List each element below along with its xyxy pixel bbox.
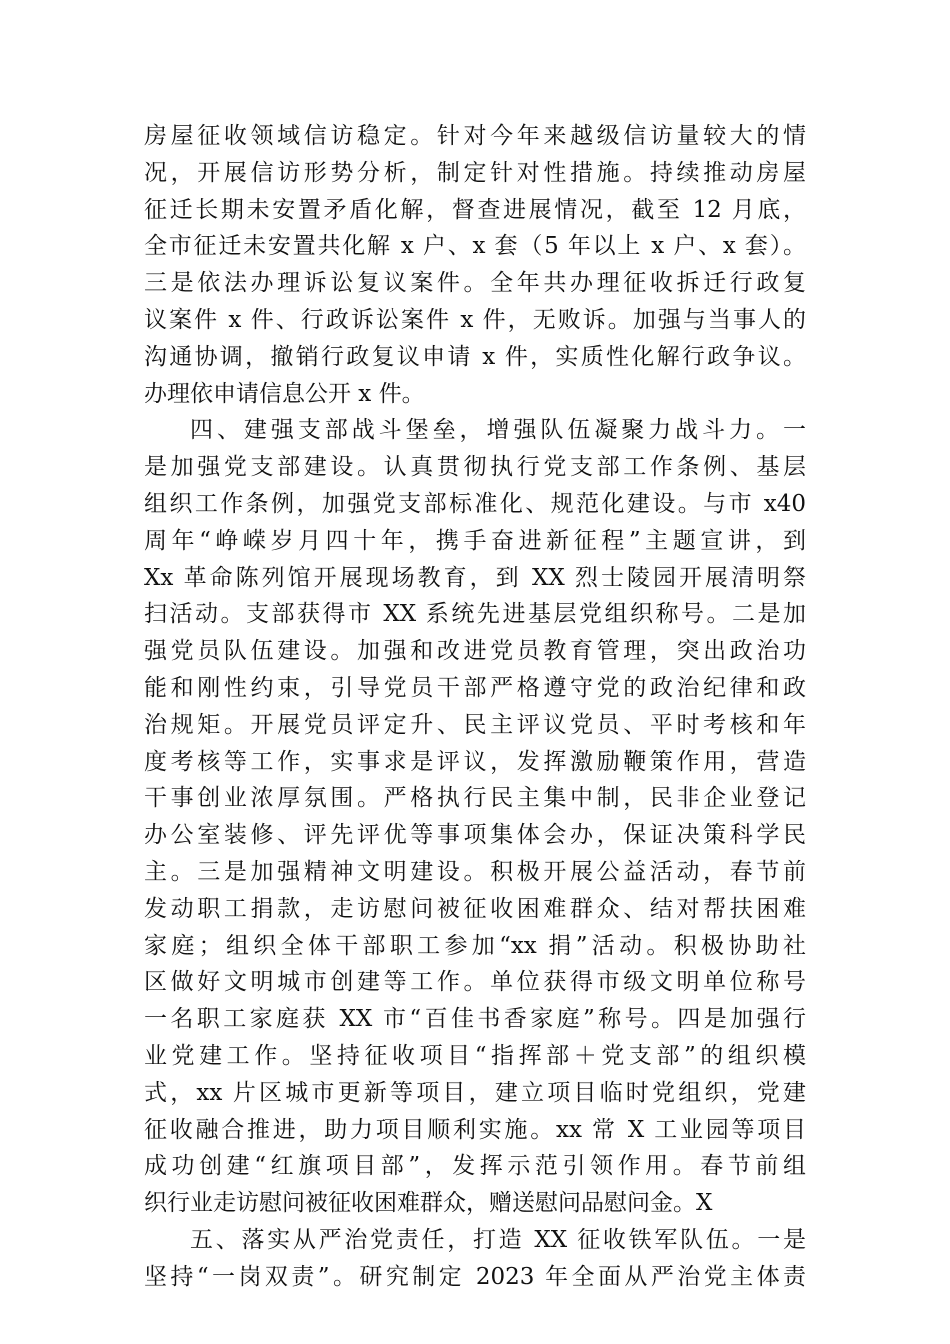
text-line: 征迁长期未安置矛盾化解，督查进展情况，截至 12 月底， (144, 196, 806, 223)
text-line: 房屋征收领域信访稳定。针对今年来越级信访量较大的情 (144, 123, 806, 149)
text-line: 治规矩。开展党员评定升、民主评议党员、平时考核和年 (144, 711, 806, 738)
text-line: 式，xx 片区城市更新等项目，建立项目临时党组织，党建 (144, 1079, 806, 1106)
text-line: 强党员队伍建设。加强和改进党员教育管理，突出政治功 (144, 638, 806, 665)
text-line: 三是依法办理诉讼复议案件。全年共办理征收拆迁行政复 (144, 270, 806, 297)
text-line: 四、建强支部战斗堡垒，增强队伍凝聚力战斗力。一 (190, 417, 806, 444)
text-line: 度考核等工作，实事求是评议，发挥激励鞭策作用，营造 (144, 748, 806, 775)
paragraph-1 (144, 118, 806, 412)
text-line: 五、落实从严治党责任，打造 XX 征收铁军队伍。一是 (190, 1226, 806, 1253)
text-line: 业党建工作。坚持征收项目“指挥部＋党支部”的组织模 (144, 1042, 806, 1069)
text-line: 组织工作条例，加强党支部标准化、规范化建设。与市 x40 (144, 490, 806, 517)
text-line: 沟通协调，撤销行政复议申请 x 件，实质性化解行政争议。 (144, 343, 806, 370)
text-line: Xx 革命陈列馆开展现场教育，到 XX 烈士陵园开展清明祭 (144, 564, 806, 591)
text-line: 成功创建“红旗项目部”，发挥示范引领作用。春节前组 (144, 1153, 806, 1180)
text-line: 能和刚性约束，引导党员干部严格遵守党的政治纪律和政 (144, 674, 806, 701)
text-line: 议案件 x 件、行政诉讼案件 x 件，无败诉。加强与当事人的 (144, 306, 806, 333)
text-line: 一名职工家庭获 XX 市“百佳书香家庭”称号。四是加强行 (144, 1006, 806, 1033)
text-line: 织行业走访慰问被征收困难群众，赠送慰问品慰问金。X (144, 1190, 713, 1217)
text-line: 主。三是加强精神文明建设。积极开展公益活动，春节前 (144, 858, 806, 885)
text-line: 扫活动。支部获得市 XX 系统先进基层党组织称号。二是加 (144, 601, 806, 628)
text-line: 是加强党支部建设。认真贯彻执行党支部工作条例、基层 (144, 454, 806, 481)
text-line: 干事创业浓厚氛围。严格执行民主集中制，民非企业登记 (144, 785, 806, 812)
text-line: 征收融合推进，助力项目顺利实施。xx 常 X 工业园等项目 (144, 1116, 806, 1143)
text-line: 坚持“一岗双责”。研究制定 2023 年全面从严治党主体责 (144, 1263, 806, 1290)
text-line: 况，开展信访形势分析，制定针对性措施。持续推动房屋 (144, 159, 806, 186)
document-page (144, 118, 806, 1296)
text-line: 全市征迁未安置共化解 x 户、x 套（5 年以上 x 户、x 套）。 (144, 233, 806, 260)
paragraph-2 (144, 412, 806, 1222)
text-line: 家庭；组织全体干部职工参加“xx 捐”活动。积极协助社 (144, 932, 806, 959)
text-line: 办理依申请信息公开 x 件。 (144, 380, 425, 407)
paragraph-3 (144, 1222, 806, 1296)
text-line: 发动职工捐款，走访慰问被征收困难群众、结对帮扶困难 (144, 895, 806, 922)
text-line: 周年“峥嵘岁月四十年，携手奋进新征程”主题宣讲，到 (144, 527, 806, 554)
text-line: 办公室装修、评先评优等事项集体会办，保证决策科学民 (144, 822, 806, 849)
text-line: 区做好文明城市创建等工作。单位获得市级文明单位称号 (144, 969, 806, 996)
